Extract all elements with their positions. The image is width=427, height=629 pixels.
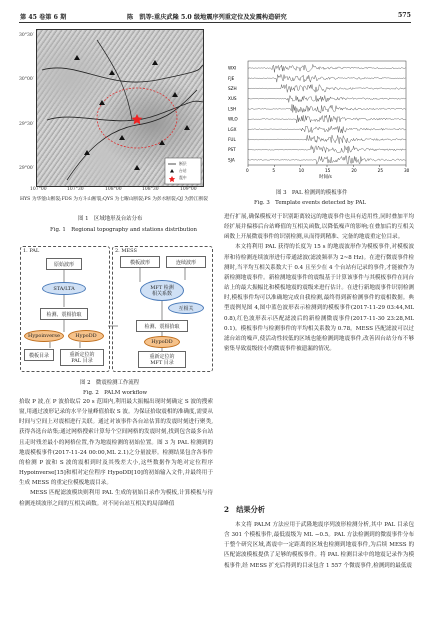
figure2-caption-cn: 图 2 微震检测工作流程 (80, 380, 140, 386)
waveform-trace (248, 84, 406, 92)
node-pal-catalog: 重新定位的 PAL 目录 (60, 349, 104, 366)
node-hypoinverse: Hypoinverse (24, 330, 64, 342)
paragraph: 进行扩展,确保模板对于识别距离较远的地震事件也具有适用性,同时叠加平均经扩展并偏移后台站峰值的互相关函数,以降低噪声的影响;在叠加后的互相关函数上开展微震事件的识别检测,从而得到精准、完备的地震重定位目录。 (224, 214, 414, 241)
waveform-trace (248, 115, 406, 123)
x-tick-label: 5 (272, 168, 276, 173)
x-tick-label: 15 (325, 168, 331, 173)
lon-tick: 108°00′ (105, 187, 123, 192)
left-column-text (19, 397, 213, 509)
x-axis-label: 时间/s (319, 175, 332, 180)
station-markers (74, 55, 190, 170)
fault-line (47, 101, 203, 121)
lon-tick: 107°30′ (67, 187, 85, 192)
plot-frame (248, 61, 406, 165)
lat-tick: 30°00′ (19, 77, 34, 82)
legend-station: 台站 (179, 168, 187, 173)
figure1-fault-note: HYS 为华蓥山断裂;FDS 为方斗山断裂;QYS 为七曜山断裂;PS 为彭水断裂;QJ 为黔江断裂 (20, 197, 208, 202)
node-detect: 检测、震相拾取 (136, 320, 188, 332)
journal-volume: 第 45 卷第 6 期 (20, 14, 67, 21)
waveform-trace (248, 74, 406, 82)
node-mft-catalog: 重新定位的 MFT 目录 (138, 351, 186, 368)
legend-fault: 断层 (179, 161, 187, 166)
legend-epicenter: 震中 (179, 175, 187, 180)
paragraph: 拾取 P 波,在 P 波拾取后 20 s 范围内,利用最大振幅出现时刻确定 S 波的搜索窗,用通过波形记录的水平分量峰值拾取 S 波。为保证拾取震相的准确度,需要从时间与空间上对震相进行关联。通过对该事件各台站估算的发震时刻进行聚类,获得各选台站集;通过网格搜索计算每个空间网格的发震时刻,找到包含最多台站且走时残差最小的网格位置,作为地震检测的初始位置。图 3 为 PAL 检测到的地震模板事件(2017-11-24 00:00,ML 2.1)之分量波形。检测结果包含各事件的检测 P 波和 S 波的震相到时及其残差大小,这些数据作为绝对定位程序 Hypoinverse[15]和相对定位程序 HypoDD[10]的初始输入文件,并最终用于生成 MESS 的重定位模板地震目录。 (19, 399, 213, 487)
x-tick-label: 0 (246, 168, 249, 173)
station-label: FUL (228, 137, 236, 142)
waveform-trace (248, 64, 406, 72)
topography-map (36, 29, 204, 187)
waveform-figure (226, 59, 412, 180)
node-template-waveform: 模板波形 (120, 256, 160, 268)
x-tick-label: 10 (298, 168, 305, 173)
figure2-caption-en: Fig. 2 PALM workflow (83, 390, 148, 396)
paragraph: 本文将利用 PAL 获得的长度为 15 s 的地震波形作为模板事件,对模板波形和待检测连续波形进行带通滤波(滤波频率为 2~8 Hz)。在进行微震事件检测时,当平均互相关系数大于 0.4 且至少在 4 个台站有记录的事件,才能被作为新检测地震事件。新检测地震事件的震级基于计算该事件与其模板事件在同台站上的最大振幅比和模板地震的震级来进行估计。在进行新地震事件识别检测时,模板事件均可以准确地完成自我检测,最终得到新检测事件的震相数据。典型震例见图 4,图中蓝色波形表示检测到的模板事件(2017-11-29 03:44,ML 0.8),红色波形表示匹配滤波后的新检测微震事件(2017-11-30 23:28,ML 0.1)。模板事件与检测事件的平均相关系数为 0.78。MESS 匹配滤波可以过滤台站的噪声,使活动性较低的区域也能检测到地震事件,改善因台站分布不够密集导致震级较小的微震事件被遗漏的情况。 (224, 244, 414, 353)
figure3-caption-en: Fig. 3 Template events detected by PAL (254, 200, 366, 206)
node-continuous-waveform: 连续波形 (166, 256, 206, 268)
node-hypodd: HypoDD (68, 330, 104, 342)
workflow-diagram (20, 246, 212, 374)
right-column-text (224, 212, 414, 354)
running-title: 陈 凯等:重庆武隆 5.0 级地震序列重定位及发震构造研究 (127, 14, 287, 21)
waveform-trace (248, 104, 406, 113)
x-tick-label: 30 (404, 168, 410, 173)
lon-tick: 108°30′ (142, 187, 160, 192)
header-rule (19, 22, 411, 23)
station-label: SJA (228, 157, 235, 163)
waveform-trace (248, 146, 406, 154)
lon-tick: 109°00′ (180, 187, 198, 192)
node-hypodd-mess: HypoDD (144, 336, 180, 348)
lat-tick: 30°30′ (19, 33, 34, 38)
paragraph: 本文将 PALM 方法应用于武隆地震序列波形检测分析,其中 PAL 目录包含 301 个模板事件,最低震级为 ML −0.5。PAL 方法检测到的微震事件分布于整个研究区域,离震中一定距离的区域也检测到地震事件,为后续 MESS 的匹配滤波模板提供了足够的模板事件。将 PAL 检测目录中的地震记录作为模板事件,经 MESS 扩充后得到的目录包含 1 557 个微震事件,检测到的最低震 (224, 522, 414, 569)
station-label: XUS (228, 96, 237, 102)
node-cross-correlation: 互相关 (168, 302, 204, 314)
station-label: WLO (228, 116, 238, 122)
pal-panel-title: 1. PAL (23, 248, 40, 254)
node-raw-waveform: 原始波形 (46, 258, 82, 270)
page-number: 575 (398, 12, 411, 19)
station-label: FJE (228, 75, 235, 81)
figure1-caption-en: Fig. 1 Regional topography and stations distribution (50, 227, 198, 233)
epicenter-star (132, 114, 143, 124)
station-label: WXI (228, 65, 237, 71)
section-title: 2 结果分析 (224, 505, 265, 514)
node-template-catalog: 模板目录 (24, 349, 54, 361)
waveform-trace (248, 135, 406, 144)
lat-tick: 29°30′ (19, 122, 34, 127)
station-label: PST (228, 147, 236, 153)
x-tick-label: 25 (377, 168, 384, 173)
paragraph: MESS 匹配滤波模块则利用 PAL 生成的初始目录作为模板,计算模板与待检测连续波形之间的互相关函数。对不同台站互相关的局部峰值 (19, 490, 213, 507)
node-mft: MFT 检测 相关系数 (140, 280, 184, 301)
waveform-trace (248, 96, 406, 103)
station-label: LSH (228, 106, 237, 112)
figure3-caption-cn: 图 3 PAL 检测到的模板事件 (276, 190, 348, 196)
station-label: SZH (228, 86, 237, 91)
fault-line (42, 65, 203, 82)
figure1-caption-cn: 图 1 区域地形及台站分布 (78, 216, 143, 222)
lon-tick: 107°00′ (30, 187, 48, 192)
node-association: 检测、震相拾取 (40, 308, 88, 320)
lat-tick: 29°00′ (19, 166, 34, 171)
waveform-plot (226, 59, 412, 187)
waveform-trace (248, 156, 406, 164)
station-label: LGX (228, 126, 237, 132)
node-stalta: STA/LTA (42, 282, 86, 295)
waveform-trace (248, 126, 406, 133)
mess-panel-title: 2. MESS (115, 248, 137, 254)
x-tick-label: 20 (351, 168, 357, 173)
section-text (224, 520, 414, 571)
